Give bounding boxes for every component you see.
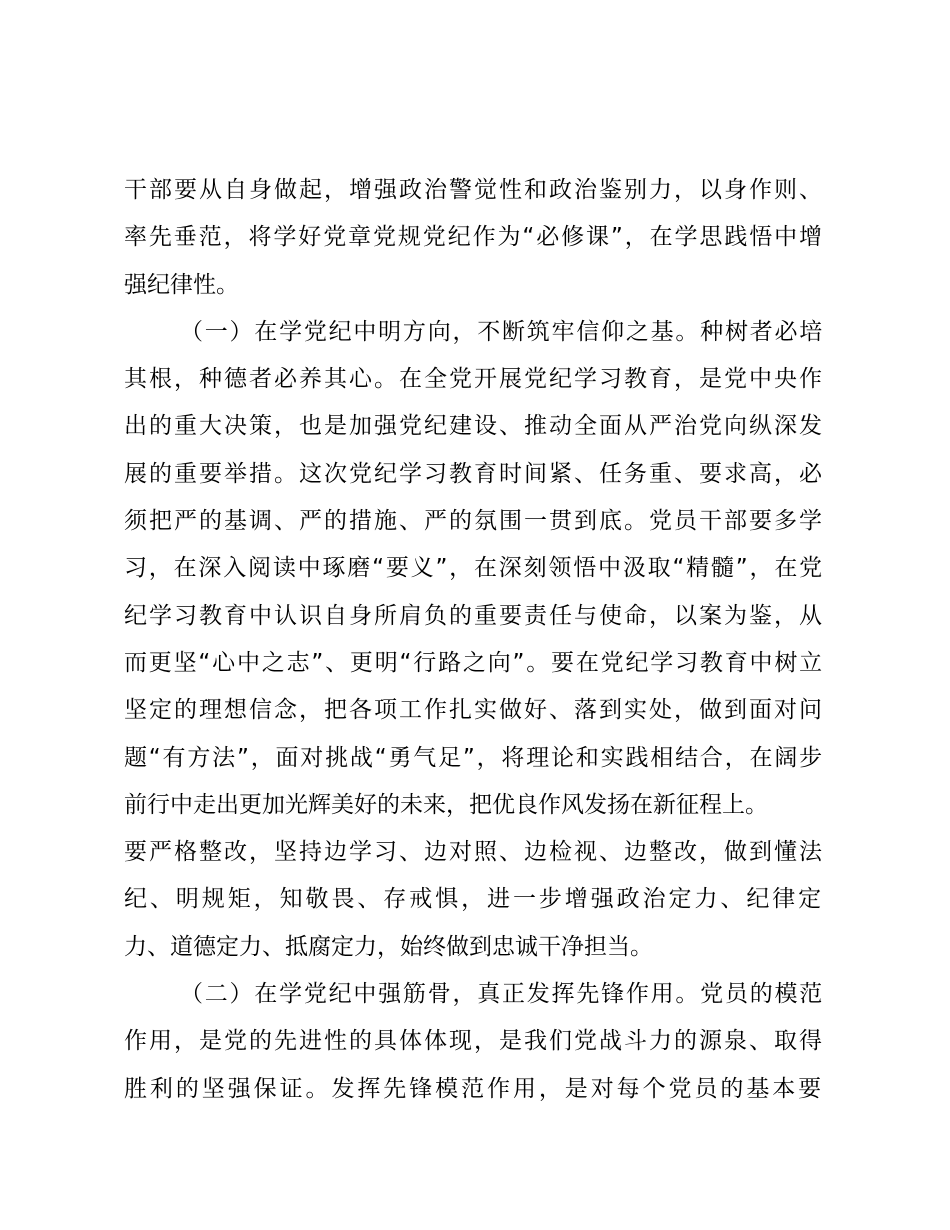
text-line: 力、道德定力、抵腐定力，始终做到忠诚干净担当。 — [124, 933, 653, 960]
text-line: 作用，是党的先进性的具体体现，是我们党战斗力的源泉、取得 — [124, 1028, 824, 1055]
text-line: 须把严的基调、严的措施、严的氛围一贯到底。党员干部要多学 — [124, 508, 824, 535]
text-line: （一）在学党纪中明方向，不断筑牢信仰之基。种树者必培 — [180, 318, 825, 345]
text-line: 题“有方法”，面对挑战“勇气足”，将理论和实践相结合，在阔步 — [124, 744, 824, 771]
text-line: 其根，种德者必养其心。在全党开展党纪学习教育，是党中央作 — [124, 366, 824, 393]
text-line: 干部要从自身做起，增强政治警觉性和政治鉴别力，以身作则、 — [124, 177, 824, 203]
text-line: 坚定的理想信念，把各项工作扎实做好、落到实处，做到面对问 — [124, 697, 824, 724]
text-line: 要严格整改，坚持边学习、边对照、边检视、边整改，做到懂法 — [124, 839, 824, 866]
text-line: 强纪律性。 — [124, 271, 239, 298]
text-line: 展的重要举措。这次党纪学习教育时间紧、任务重、要求高，必 — [124, 460, 824, 487]
text-line: 前行中走出更加光辉美好的未来，把优良作风发扬在新征程上。 — [124, 791, 768, 818]
text-line: 而更坚“心中之志”、更明“行路之向”。要在党纪学习教育中树立 — [124, 649, 824, 676]
text-line: 习，在深入阅读中琢磨“要义”，在深刻领悟中汲取“精髓”，在党 — [124, 555, 824, 582]
text-line: 率先垂范，将学好党章党规党纪作为“必修课”，在学思践悟中增 — [124, 224, 824, 251]
body-text — [124, 167, 824, 1113]
text-line: （二）在学党纪中强筋骨，真正发挥先锋作用。党员的模范 — [180, 981, 825, 1008]
text-line: 纪学习教育中认识自身所肩负的重要责任与使命，以案为鉴，从 — [124, 602, 824, 629]
text-line: 纪、明规矩，知敬畏、存戒惧，进一步增强政治定力、纪律定 — [124, 886, 825, 913]
text-line: 出的重大决策，也是加强党纪建设、推动全面从严治党向纵深发 — [124, 413, 824, 440]
text-line: 胜利的坚强保证。发挥先锋模范作用，是对每个党员的基本要 — [124, 1075, 825, 1102]
